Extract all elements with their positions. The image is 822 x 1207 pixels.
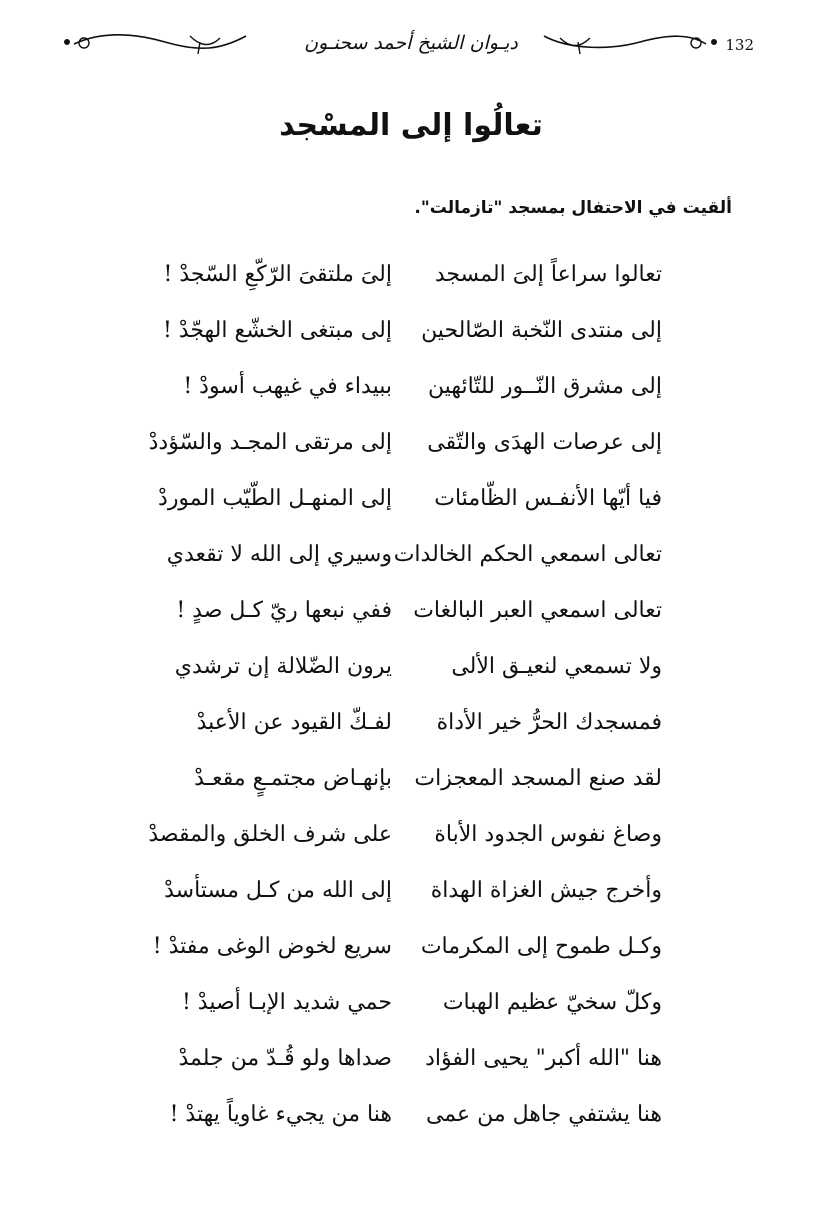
header-dot-right: [711, 39, 717, 45]
first-hemistich: إلى مشرق النّــور للتّائهين: [427, 374, 662, 399]
second-hemistich: لفـكّ القيود عن الأعبدْ: [196, 710, 392, 735]
verse-line: [0, 542, 822, 582]
verse-line: [0, 486, 822, 526]
verse-line: [0, 766, 822, 806]
page-number: 132: [725, 36, 754, 54]
verse-line: [0, 710, 822, 750]
first-hemistich: هنا يشتفي جاهل من عمى: [425, 1102, 662, 1127]
second-hemistich: إلىَ ملتقىَ الرّكّعِ السّجدْ !: [163, 262, 392, 287]
first-hemistich: تعالوا سراعاً إلىَ المسجد: [434, 262, 662, 287]
second-hemistich: صداها ولو قُـدّ من جلمدْ: [178, 1046, 392, 1071]
first-hemistich: إلى منتدى النّخبة الصّالحين: [421, 318, 662, 343]
verse-line: [0, 1046, 822, 1086]
verse-line: [0, 318, 822, 358]
second-hemistich: بإنهـاض مجتمـعٍ مقعـدْ: [194, 766, 392, 791]
first-hemistich: فيا أيّها الأنفـس الظّامئات: [434, 486, 662, 511]
ornament-right-icon: [540, 28, 710, 58]
second-hemistich: هنا من يجيء غاوياً يهتدْ !: [169, 1102, 392, 1127]
second-hemistich: حمي شديد الإبـا أصيدْ !: [181, 990, 392, 1015]
first-hemistich: إلى عرصات الهدَى والتّقى: [427, 430, 662, 455]
first-hemistich: وكـل طموح إلى المكرمات: [420, 934, 662, 959]
verse-line: [0, 878, 822, 918]
first-hemistich: تعالى اسمعي العبر البالغات: [413, 598, 662, 623]
second-hemistich: إلى المنهـل الطّيّب الموردْ: [158, 486, 392, 511]
verse-line: [0, 262, 822, 302]
first-hemistich: وكلّ سخيّ عظيم الهبات: [442, 990, 662, 1015]
verse-line: [0, 822, 822, 862]
verse-line: [0, 1102, 822, 1142]
verse-line: [0, 934, 822, 974]
second-hemistich: إلى مرتقى المجـد والسّؤددْ: [148, 430, 392, 455]
verse-line: [0, 654, 822, 694]
second-hemistich: إلى الله من كـل مستأسدْ: [164, 878, 392, 903]
first-hemistich: وصاغ نفوس الجدود الأباة: [434, 822, 662, 847]
second-hemistich: ببيداء في غيهب أسودْ !: [183, 374, 392, 399]
first-hemistich: ولا تسمعي لنعيـق الألى: [451, 654, 662, 679]
first-hemistich: لقد صنع المسجد المعجزات: [414, 766, 662, 791]
first-hemistich: تعالى اسمعي الحكم الخالدات: [393, 542, 662, 567]
running-head: ديـوان الشيخ أحمد سحنـون: [304, 32, 518, 54]
first-hemistich: هنا "الله أكبر" يحيى الفؤاد: [425, 1046, 662, 1071]
second-hemistich: يرون الضّلالة إن ترشدي: [174, 654, 392, 679]
second-hemistich: على شرف الخلق والمقصدْ: [148, 822, 392, 847]
verse-line: [0, 430, 822, 470]
verse-line: [0, 990, 822, 1030]
verse-line: [0, 598, 822, 638]
poem-title: تعالُوا إلى المسْجد: [279, 108, 543, 143]
second-hemistich: ففي نبعها ريّ كـل صدٍ !: [176, 598, 392, 623]
poem-intro: ألقيت في الاحتفال بمسجد "تازمالت".: [414, 198, 732, 218]
verse-line: [0, 374, 822, 414]
second-hemistich: سريع لخوض الوغى مفتدْ !: [152, 934, 392, 959]
first-hemistich: وأخرج جيش الغزاة الهداة: [430, 878, 662, 903]
second-hemistich: وسيري إلى الله لا تقعدي: [166, 542, 392, 567]
first-hemistich: فمسجدك الحرُّ خير الأداة: [436, 710, 662, 735]
second-hemistich: إلى مبتغى الخشّع الهجّدْ !: [162, 318, 392, 343]
page-header: [0, 22, 822, 72]
